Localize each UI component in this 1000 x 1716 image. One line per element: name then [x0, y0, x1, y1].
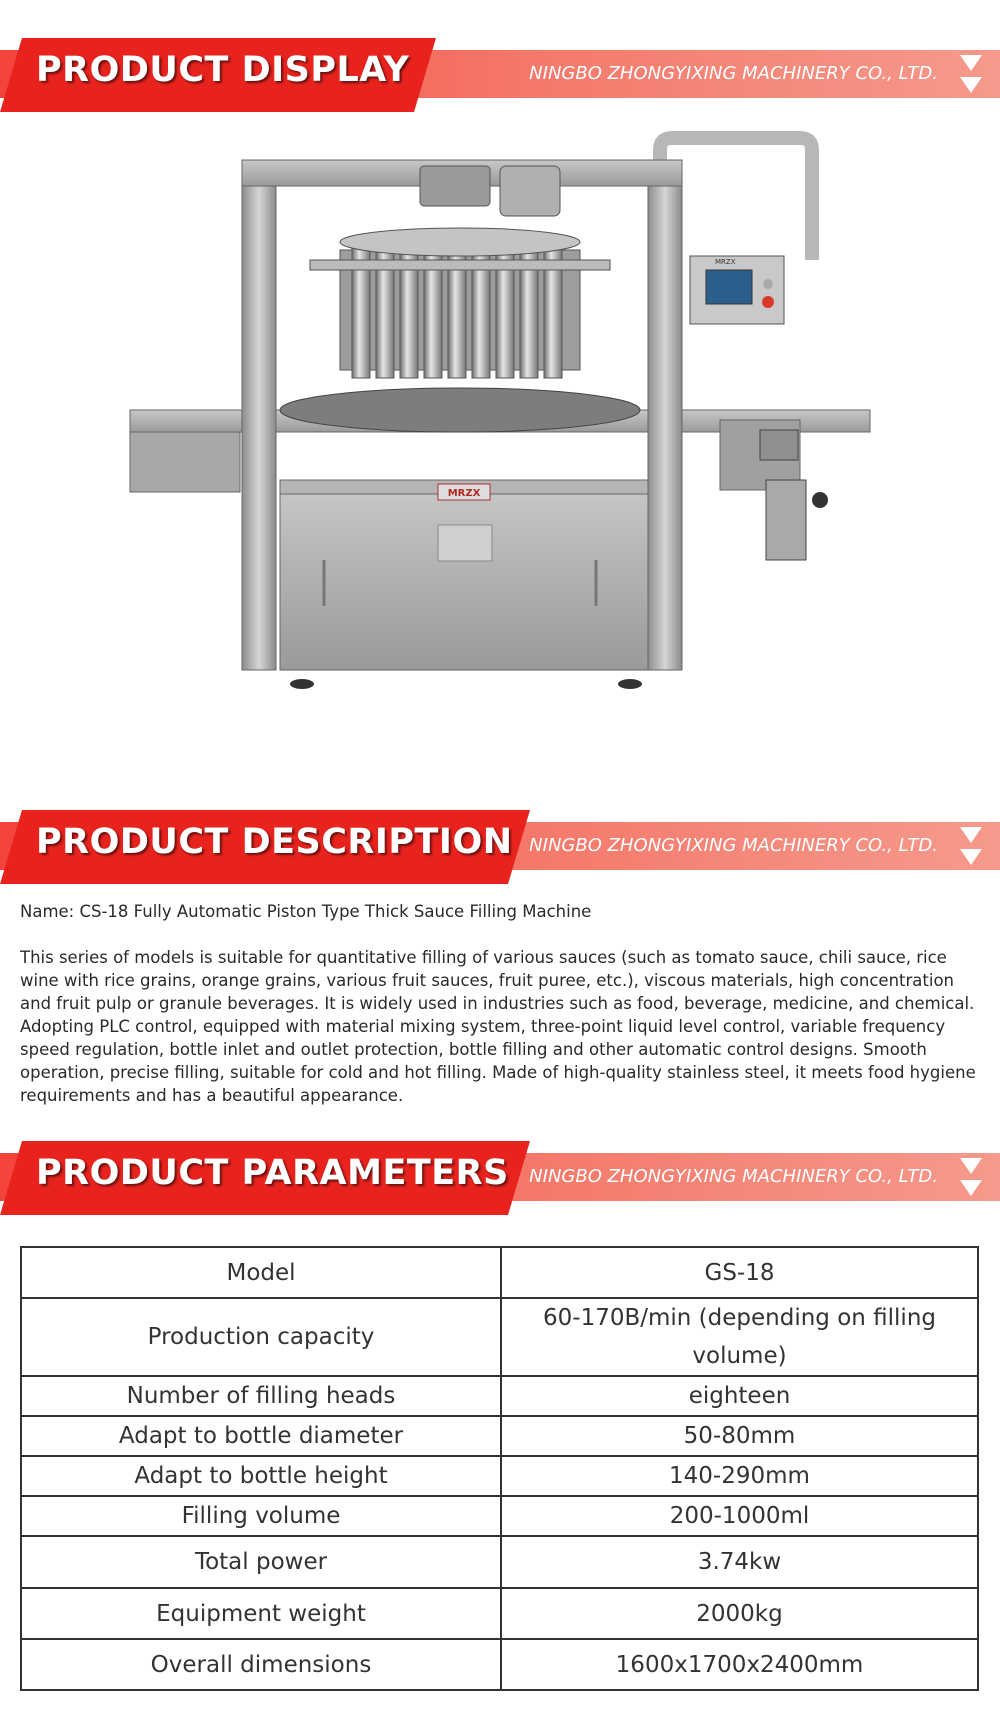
param-label: Adapt to bottle height — [21, 1456, 501, 1496]
param-label: Production capacity — [21, 1298, 501, 1376]
product-name: Name: CS-18 Fully Automatic Piston Type Thick Sauce Filling Machine — [20, 902, 592, 921]
param-label: Total power — [21, 1536, 501, 1588]
section-title: PRODUCT DISPLAY — [36, 50, 410, 90]
section-title: PRODUCT DESCRIPTION — [36, 822, 513, 862]
param-label: Equipment weight — [21, 1588, 501, 1639]
description-body: This series of models is suitable for quantitative filling of various sauces (such as tomato sauce, chili sauce, rice wine with rice grains, orange grains, various fruit sauces, fruit puree, etc.), viscous materials, high concentration and fruit pulp or granule beverages. It is widely used in industries such as food, beverage, medicine, and chemical. Adopting PLC control, equipped with material mixing system, three-point liquid level control, variable frequency speed regulation, bottle inlet and outlet protection, bottle filling and other automatic control designs. Smooth operation, precise filling, suitable for cold and hot filling. Made of high-quality stainless steel, it meets food hygiene requirements and has a beautiful appearance. — [20, 948, 976, 1105]
param-label: Adapt to bottle diameter — [21, 1416, 501, 1456]
double-chevron-down-icon — [958, 825, 984, 869]
param-label: Model — [21, 1247, 501, 1298]
parameters-table — [20, 1246, 979, 1691]
filling-machine-photo — [120, 120, 880, 760]
param-value: 3.74kw — [501, 1536, 978, 1588]
param-value: eighteen — [501, 1376, 978, 1416]
table-row — [21, 1298, 978, 1376]
section-header-description — [0, 810, 1000, 890]
table-row — [21, 1456, 978, 1496]
panel-label: MRZX — [715, 258, 736, 266]
company-name: NINGBO ZHONGYIXING MACHINERY CO., LTD. — [529, 63, 938, 84]
table-row — [21, 1247, 978, 1298]
brand-plate: MRZX — [447, 488, 481, 499]
double-chevron-down-icon — [958, 53, 984, 97]
param-value: 2000kg — [501, 1588, 978, 1639]
section-title: PRODUCT PARAMETERS — [36, 1153, 509, 1193]
param-value: 1600x1700x2400mm — [501, 1639, 978, 1690]
param-value: 200-1000ml — [501, 1496, 978, 1536]
table-row — [21, 1588, 978, 1639]
section-header-display — [0, 38, 1000, 118]
param-value: 50-80mm — [501, 1416, 978, 1456]
param-label: Filling volume — [21, 1496, 501, 1536]
table-row — [21, 1376, 978, 1416]
product-description — [20, 900, 980, 1107]
company-name: NINGBO ZHONGYIXING MACHINERY CO., LTD. — [529, 1166, 938, 1187]
table-row — [21, 1536, 978, 1588]
param-value: GS-18 — [501, 1247, 978, 1298]
param-value: 60-170B/min (depending on filling volume) — [501, 1298, 978, 1376]
table-row — [21, 1639, 978, 1690]
double-chevron-down-icon — [958, 1156, 984, 1200]
company-name: NINGBO ZHONGYIXING MACHINERY CO., LTD. — [529, 835, 938, 856]
param-label: Overall dimensions — [21, 1639, 501, 1690]
table-row — [21, 1416, 978, 1456]
param-label: Number of filling heads — [21, 1376, 501, 1416]
section-header-parameters — [0, 1141, 1000, 1221]
param-value: 140-290mm — [501, 1456, 978, 1496]
table-row — [21, 1496, 978, 1536]
